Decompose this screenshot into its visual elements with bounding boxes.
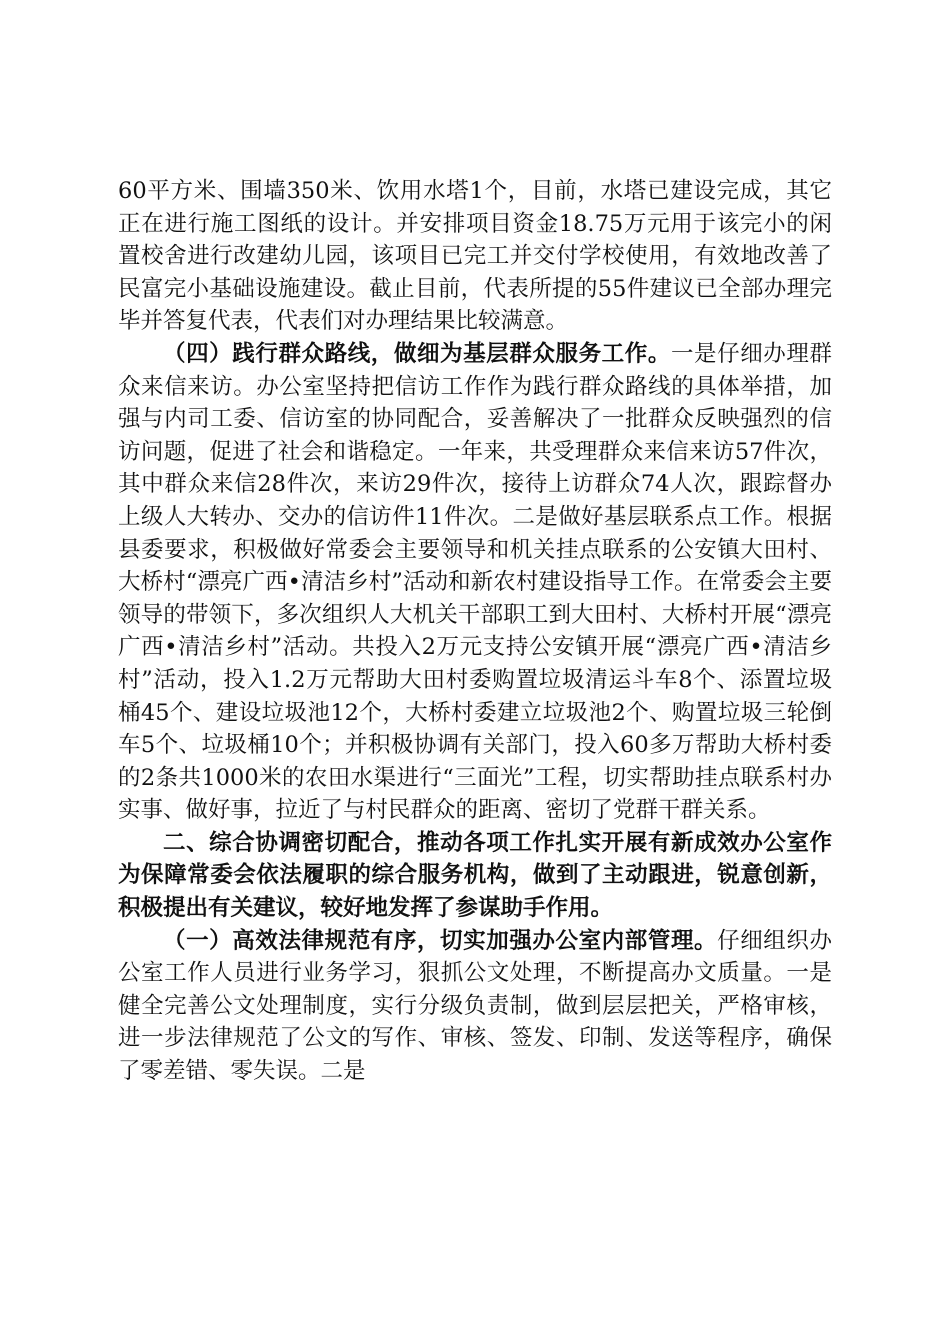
paragraph-4 xyxy=(118,925,832,1088)
paragraph-1: 60平方米、围墙350米、饮用水塔1个，目前，水塔已建设完成，其它正在进行施工图纸的设计。并安排项目资金18.75万元用于该完小的闲置校舍进行改建幼儿园，该项目已完工并交付学校使用，有效地改善了民富完小基础设施建设。截止目前，代表所提的55件建议已全部办理完毕并答复代表，代表们对办理结果比较满意。 xyxy=(118,178,832,335)
section-heading-2: 二、综合协调密切配合，推动各项工作扎实开展有新成效办公室作为保障常委会依法履职的综合服务机构，做到了主动跟进，锐意创新，积极提出有关建议，较好地发挥了参谋助手作用。 xyxy=(118,829,832,922)
section-heading-4: （四）践行群众路线，做细为基层群众服务工作。 xyxy=(163,340,671,367)
paragraph-2 xyxy=(118,338,832,827)
document-body xyxy=(118,175,832,1088)
paragraph-2-body: 一是仔细办理群众来信来访。办公室坚持把信访工作作为践行群众路线的具体举措，加强与内司工委、信访室的协同配合，妥善解决了一批群众反映强烈的信访问题，促进了社会和谐稳定。一年来，共受理群众来信来访57件次，其中群众来信28件次，来访29件次，接待上访群众74人次，跟踪督办上级人大转办、交办的信访件11件次。二是做好基层联系点工作。根据县委要求，积极做好常委会主要领导和机关挂点联系的公安镇大田村、大桥村“漂亮广西•清洁乡村”活动和新农村建设指导工作。在常委会主要领导的带领下，多次组织人大机关干部职工到大田村、大桥村开展“漂亮广西•清洁乡村”活动。共投入2万元支持公安镇开展“漂亮广西•清洁乡村”活动，投入1.2万元帮助大田村委购置垃圾清运斗车8个、添置垃圾桶45个、建设垃圾池12个，大桥村委建立垃圾池2个、购置垃圾三轮倒车5个、垃圾桶10个；并积极协调有关部门，投入60多万帮助大桥村委的2条共1000米的农田水渠进行“三面光”工程，切实帮助挂点联系村办实事、做好事，拉近了与村民群众的距离、密切了党群干群关系。 xyxy=(118,340,832,824)
section-heading-1: （一）高效法律规范有序，切实加强办公室内部管理。 xyxy=(163,927,718,954)
paragraph-4-body: 仔细组织办公室工作人员进行业务学习，狠抓公文处理，不断提高办文质量。一是健全完善公文处理制度，实行分级负责制，做到层层把关，严格审核，进一步法律规范了公文的写作、审核、签发、印制、发送等程序，确保了零差错、零失误。二是 xyxy=(118,927,832,1085)
